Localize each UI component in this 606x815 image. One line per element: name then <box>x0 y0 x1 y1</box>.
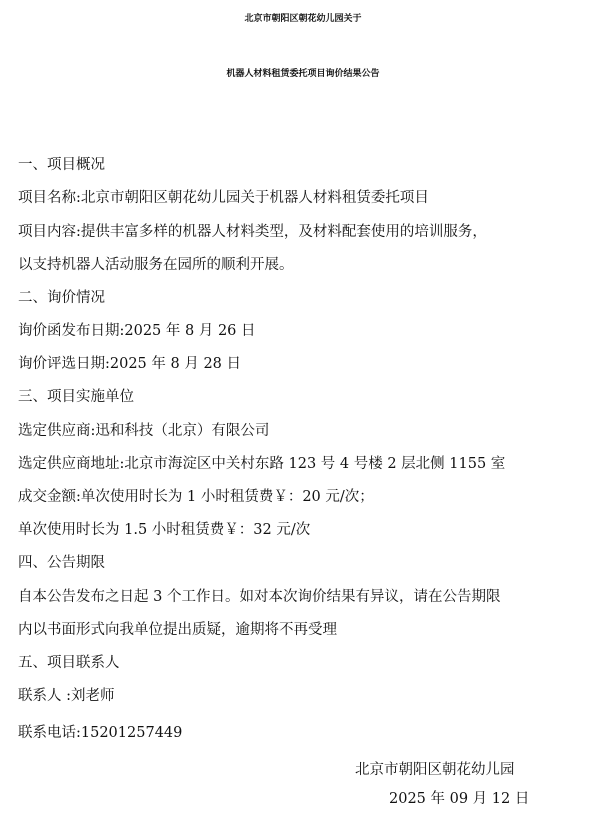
section-heading-period: 四、公告期限 <box>18 555 105 571</box>
signature-date: 2025 年 09 月 12 日 <box>389 791 530 807</box>
contact-person: 联系人 :刘老师 <box>18 688 115 704</box>
inquiry-publish-date: 询价函发布日期:2025 年 8 月 26 日 <box>18 323 256 339</box>
section-heading-contact: 五、项目联系人 <box>18 655 120 671</box>
deal-amount-line-2: 单次使用时长为 1.5 小时租赁费￥：32 元/次 <box>18 522 311 538</box>
project-content-text-1: 项目内容:提供丰富多样的机器人材料类型，及材料配套使用的培训服务， <box>18 224 487 240</box>
project-content-text-2: 以支持机器人活动服务在园所的顺利开展。 <box>18 257 294 273</box>
project-name-text: 项目名称:北京市朝阳区朝花幼儿园关于机器人材料租赁委托项目 <box>18 190 429 206</box>
signature-organization: 北京市朝阳区朝花幼儿园 <box>355 762 515 778</box>
deal-amount-line-1: 成交金额:单次使用时长为 1 小时租赁费￥：20 元/次； <box>18 489 374 505</box>
section-heading-inquiry: 二、询价情况 <box>18 290 105 306</box>
section-heading-overview: 一、项目概况 <box>18 157 105 173</box>
contact-phone: 联系电话:15201257449 <box>18 725 183 741</box>
document-title-line-1: 北京市朝阳区朝花幼儿园关于 <box>244 14 362 24</box>
document-title-line-2: 机器人材料租赁委托项目询价结果公告 <box>226 69 380 79</box>
supplier-address: 选定供应商地址:北京市海淀区中关村东路 123 号 4 号楼 2 层北侧 1155 室 <box>18 456 506 472</box>
period-text-1: 自本公告发布之日起 3 个工作日。如对本次询价结果有异议，请在公告期限 <box>18 589 501 605</box>
section-heading-implementer: 三、项目实施单位 <box>18 389 134 405</box>
inquiry-review-date: 询价评选日期:2025 年 8 月 28 日 <box>18 356 242 372</box>
period-text-2: 内以书面形式向我单位提出质疑，逾期将不再受理 <box>18 622 337 638</box>
selected-supplier: 选定供应商:迅和科技（北京）有限公司 <box>18 423 270 439</box>
